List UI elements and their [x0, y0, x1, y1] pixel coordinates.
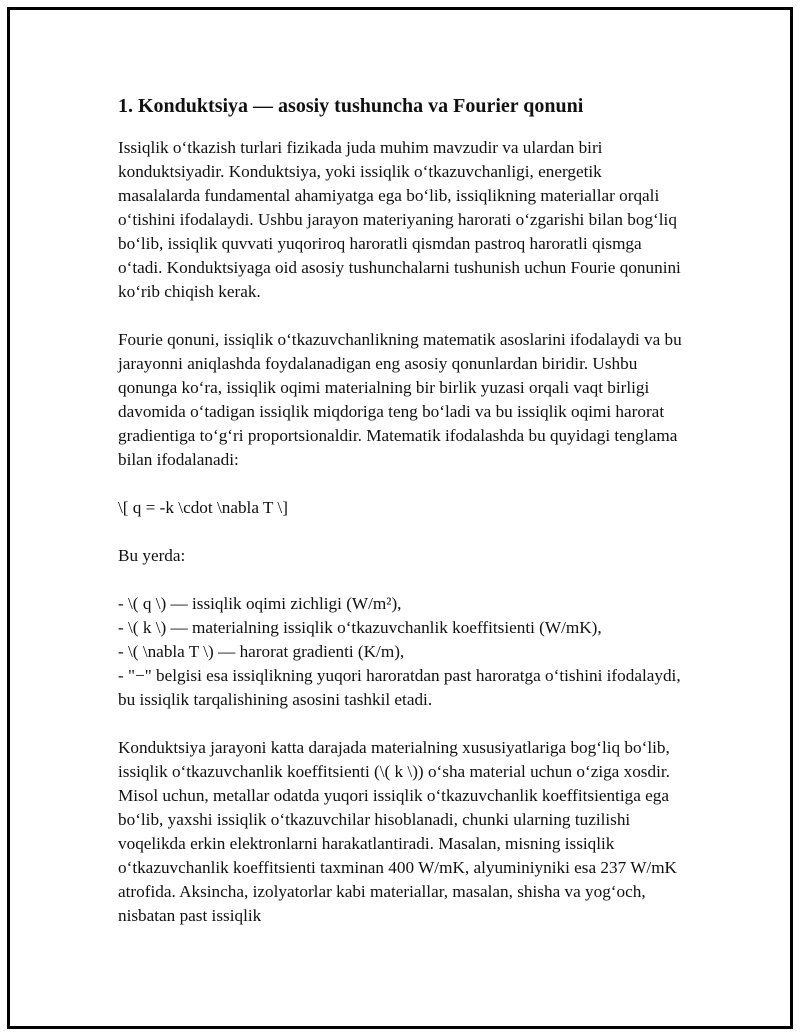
materials-paragraph: Konduktsiya jarayoni katta darajada materialning xususiyatlariga bogʻliq boʻlib, issiqlik oʻtkazuvchanlik koeffitsienti (\( k \)) oʻsha material uchun oʻziga xosdir. Misol uchun, metallar odatda yuqori issiqlik oʻtkazuvchanlik koeffitsientiga ega boʻlib, yaxshi issiqlik oʻtkazuvchilar hisoblanadi, chunki ularning tuzilishi voqelikda erkin elektronlarni harakatlantiradi. Masalan, misning issiqlik oʻtkazuvchanlik koeffitsienti taxminan 400 W/mK, alyuminiyniki esa 237 W/mK atrofida. Aksincha, izolyatorlar kabi materiallar, masalan, shisha va yogʻoch, nisbatan past issiqlik	[118, 738, 677, 925]
definition-list	[118, 592, 688, 712]
definition-item: - \( \nabla T \) — harorat gradienti (K/m),	[118, 642, 405, 661]
document-body	[118, 92, 688, 952]
section-heading: 1. Konduktsiya — asosiy tushuncha va Fourier qonuni	[118, 95, 584, 117]
equation: \[ q = -k \cdot \nabla T \]	[118, 498, 288, 517]
intro-paragraph: Issiqlik oʻtkazish turlari fizikada juda muhim mavzudir va ulardan biri konduktsiyadir. Konduktsiya, yoki issiqlik oʻtkazuvchanligi, energetik masalalarda fundamental ahamiyatga ega boʻlib, issiqlikning materiallar orqali oʻtishini ifodalaydi. Ushbu jarayon materiyaning harorati oʻzgarishi bilan bogʻliq boʻlib, issiqlik quvvati yuqoriroq haroratli qismdan pastroq haroratli qismga oʻtadi. Konduktsiyaga oid asosiy tushunchalarni tushunish uchun Fourie qonunini koʻrib chiqish kerak.	[118, 138, 681, 301]
definition-item: - \( k \) — materialning issiqlik oʻtkazuvchanlik koeffitsienti (W/mK),	[118, 618, 602, 637]
where-label: Bu yerda:	[118, 546, 186, 565]
definition-item: - \( q \) — issiqlik oqimi zichligi (W/m²),	[118, 594, 402, 613]
fourier-law-paragraph: Fourie qonuni, issiqlik oʻtkazuvchanlikning matematik asoslarini ifodalaydi va bu jarayonni aniqlashda foydalanadigan eng asosiy qonunlardan biridir. Ushbu qonunga koʻra, issiqlik oqimi materialning bir birlik yuzasi orqali vaqt birligi davomida oʻtadigan issiqlik miqdoriga teng boʻladi va bu issiqlik oqimi harorat gradientiga toʻgʻri proportsionaldir. Matematik ifodalashda bu quyidagi tenglama bilan ifodalanadi:	[118, 330, 682, 469]
definition-item: - "−" belgisi esa issiqlikning yuqori haroratdan past haroratga oʻtishini ifodalaydi, bu issiqlik tarqalishining asosini tashkil etadi.	[118, 666, 681, 709]
